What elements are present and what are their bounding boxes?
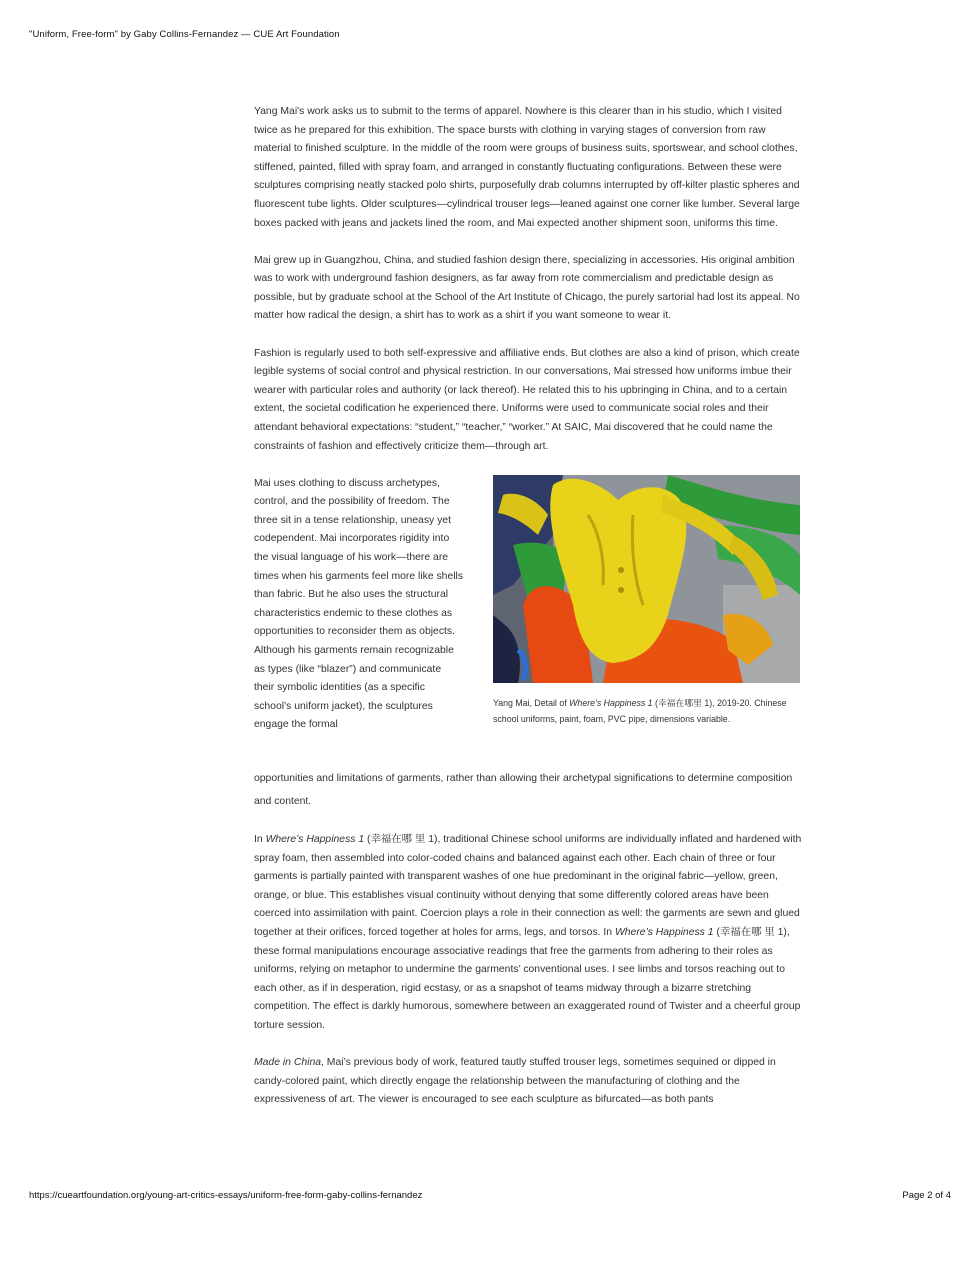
artwork-title: Where’s Happiness 1 [265, 834, 365, 846]
text-segment: (幸福在哪 里 1), traditional Chinese school uniforms are individually inflated and hardened with spray foam, then assembled into color-coded chains and balanced against each other. Each chain of three or four garments is partially painted with transparent washes of one hue predominant in the original fabric—yellow, green, orange, or blue. This establishes visual continuity without denying that some differently colored areas have been coerced into assimilation with paint. Coercion plays a role in their connection as well: the garments are sewn and glued together at their orifices, forced together at holes for arms, legs, and torsos. In [254, 834, 802, 939]
paragraph-made-in-china [254, 1054, 802, 1110]
artwork-title: Where’s Happiness 1 [614, 927, 714, 939]
print-footer-page-number: Page 2 of 4 [902, 1190, 951, 1201]
paragraph-background: Mai grew up in Guangzhou, China, and studied fashion design there, specializing in accessories. His original ambition was to work with underground fashion designers, as far away from rote commercialism and predictable design as possible, but by graduate school at the School of the Art Institute of Chicago, the purely sartorial had lost its appeal. No matter how radical the design, a shirt has to work as a shirt if you want someone to wear it. [254, 254, 800, 322]
paragraph-fashion: Fashion is regularly used to both self-expressive and affiliative ends. But clothes are also a kind of prison, which create legible systems of social control and physical restriction. In our conversations, Mai stressed how uniforms imbue their wearer with particular roles and authority (or lack thereof). He related this to his upbringing in China, and to a certain extent, the societal codification he experienced there. Uniforms were used to communicate social roles and their attendant behavioral expectations: “student,” “teacher,” “worker.” At SAIC, Mai discovered that he could name the constraints of fashion and effectively criticize them—through art. [254, 347, 800, 452]
article-body [254, 103, 802, 1128]
paragraph-studio: Yang Mai's work asks us to submit to the terms of apparel. Nowhere is this clearer than in his studio, which I visited twice as he prepared for this exhibition. The space bursts with clothing in varying stages of conversion from raw material to finished sculpture. In the middle of the room were groups of business suits, sportswear, and school clothes, stiffened, painted, filled with spray foam, and arranged in constantly fluctuating configurations. Between these were sculptures comprising neatly stacked polo shirts, purposefully drab columns interrupted by off-kilter plastic spheres and fluorescent tube lights. Older sculptures—cylindrical trouser legs—leaned against one corner like lumber. Several large boxes packed with jeans and jackets lined the room, and Mai expected another shipment soon, uniforms this time. [254, 106, 800, 229]
artwork-photo-illustration [493, 475, 800, 683]
paragraph-archetypes-continued: opportunities and limitations of garments, rather than allowing their archetypal significations to determine composition and content. [254, 772, 793, 807]
text-segment: (幸福在哪 里 1), these formal manipulations encourage associative readings that free the garments from adhering to their roles as uniforms, relying on metaphor to undermine the garments’ conventional uses. I see limbs and torsos reaching out to each other, as if in desperation, rigid ecstasy, or as a snapshot of teams midway through a bizarre stretching competition. The effect is darkly humorous, somewhere between an exaggerated round of Twister and a cheerful group torture session. [254, 927, 801, 1032]
text-segment: In [254, 834, 266, 846]
caption-artwork-title: Where’s Happiness 1 [569, 697, 653, 708]
artwork-caption [493, 695, 800, 727]
artwork-figure [493, 475, 800, 727]
caption-details: (幸福在哪里 1), 2019-20. Chinese school uniforms, paint, foam, PVC pipe, dimensions variable. [493, 697, 787, 724]
print-footer-url: https://cueartfoundation.org/young-art-critics-essays/uniform-free-form-gaby-collins-fernandez [29, 1190, 423, 1201]
caption-prefix: Yang Mai, Detail of [493, 697, 570, 708]
print-header-title: "Uniform, Free-form" by Gaby Collins-Fernandez — CUE Art Foundation [29, 29, 340, 40]
paragraph-wheres-happiness [254, 831, 802, 1036]
figure-section [254, 475, 802, 767]
text-segment: , Mai’s previous body of work, featured tautly stuffed trouser legs, sometimes sequined or dipped in candy-colored paint, which directly engage the relationship between the manufacturing of clothing and the expressiveness of art. The viewer is encouraged to see each sculpture as bifurcated—as both pants [254, 1057, 776, 1106]
artwork-image[interactable] [493, 475, 800, 683]
paragraph-archetypes: Mai uses clothing to discuss archetypes, control, and the possibility of freedom. The three sit in a tense relationship, uneasy yet codependent. Mai incorporates rigidity into the visual language of his work—there are times when his garments feel more like shells than fabric. But he also uses the structural characteristics endemic to these clothes as opportunities to reconsider them as objects. Although his garments remain recognizable as types (like “blazer”) and communicate their symbolic identities (as a specific school’s uniform jacket), the sculptures engage the formal [254, 477, 464, 731]
article-continued [254, 767, 802, 1110]
artwork-title: Made in China [254, 1057, 322, 1069]
